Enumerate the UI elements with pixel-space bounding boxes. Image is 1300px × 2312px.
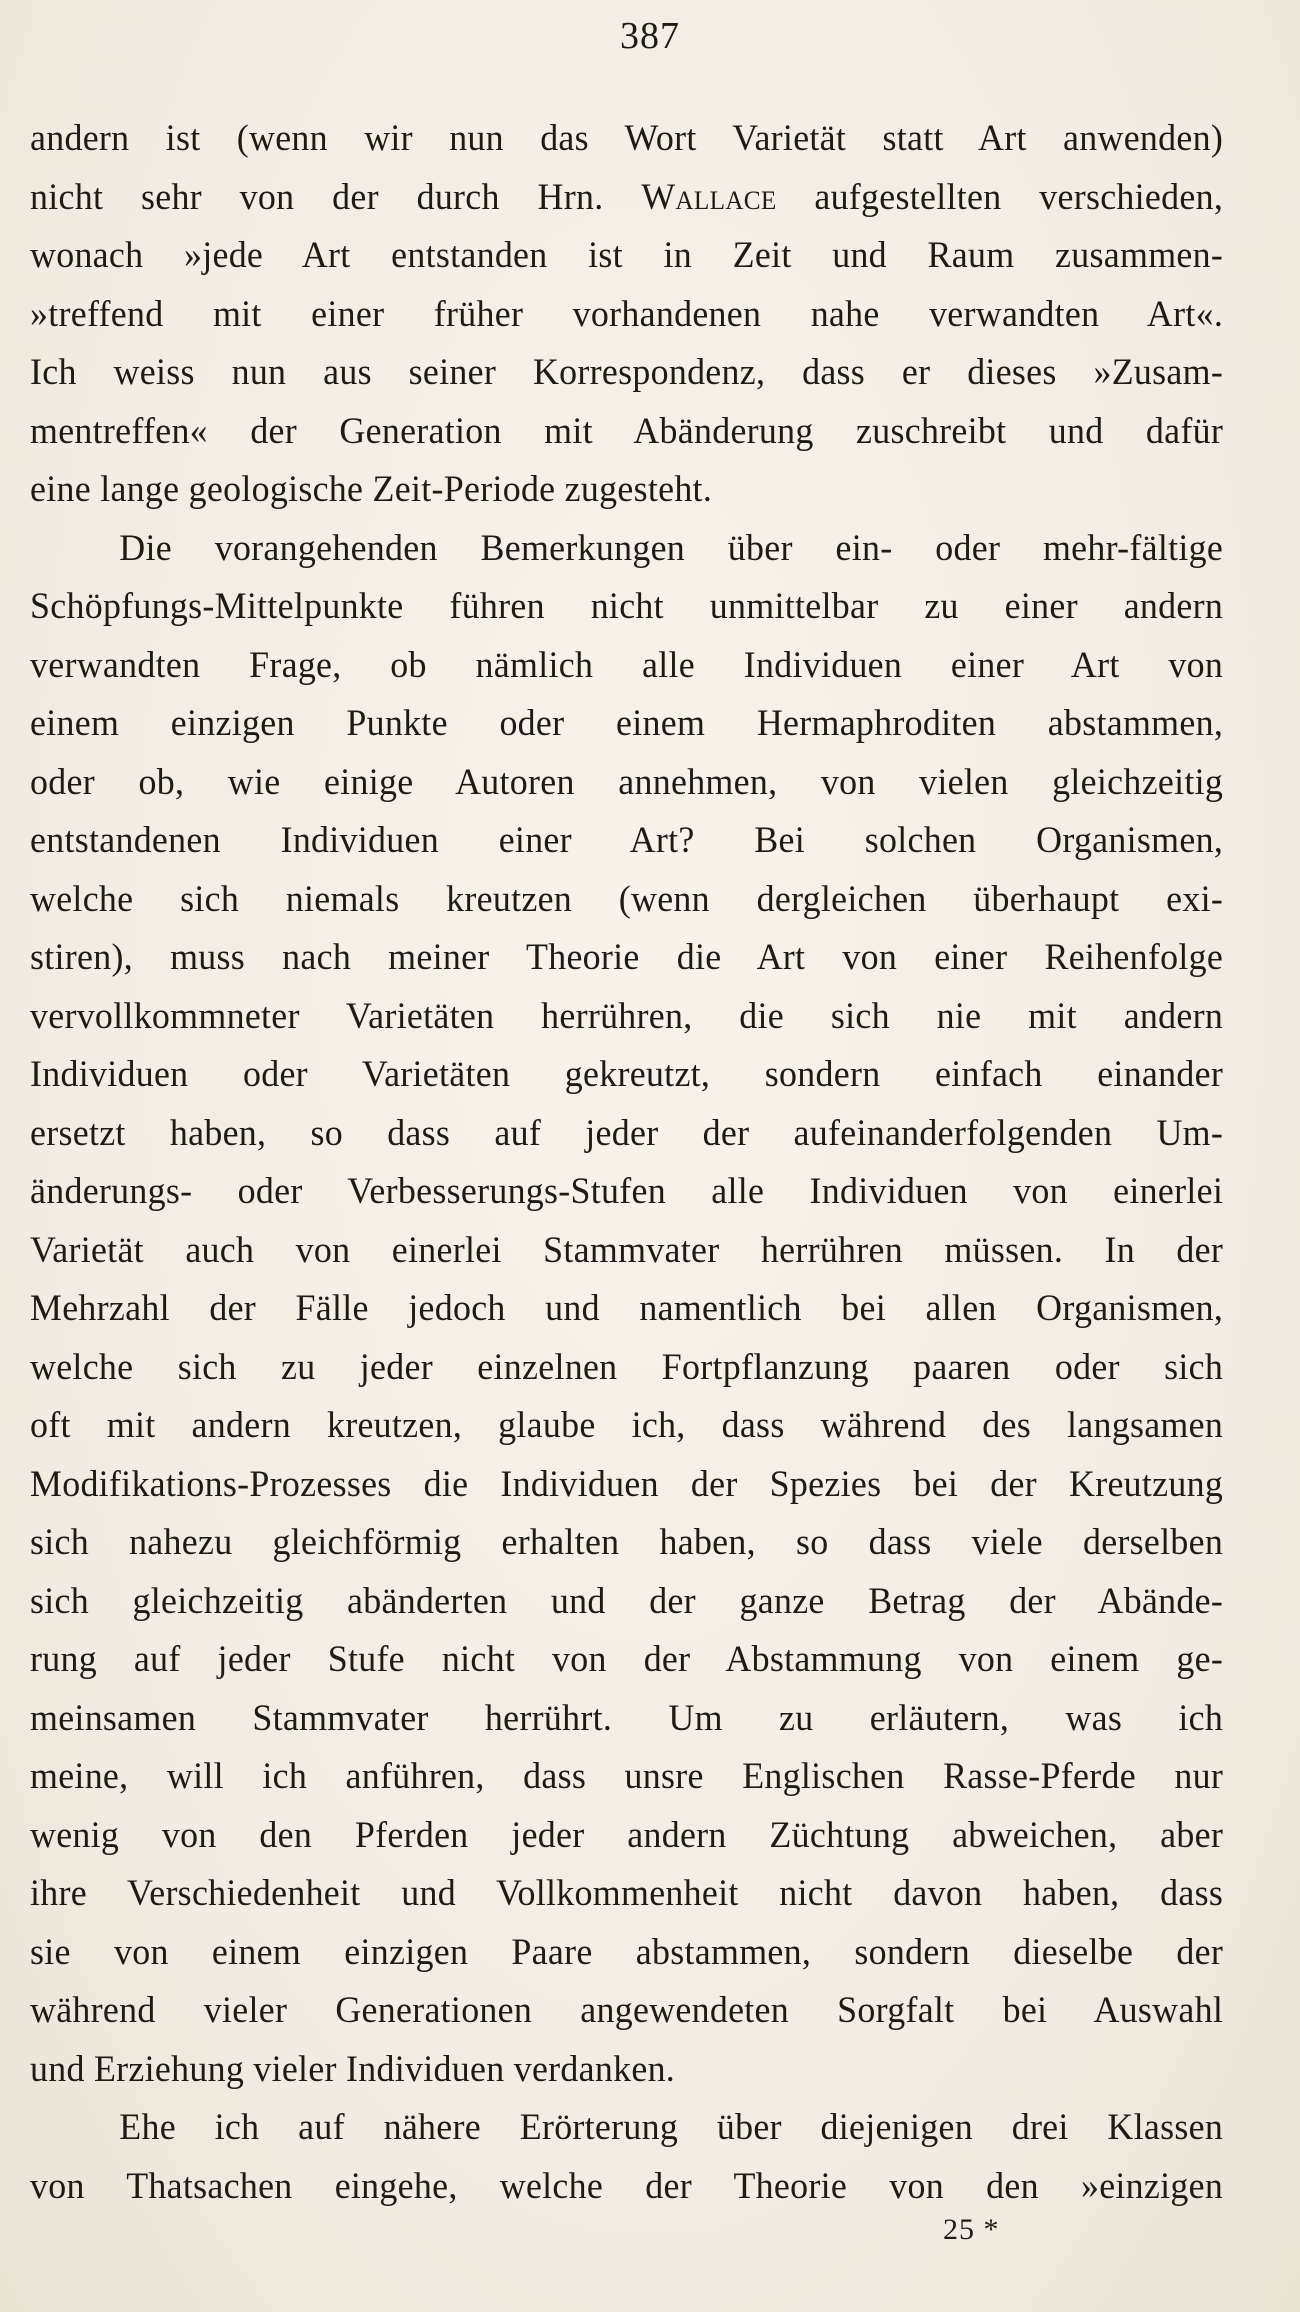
text-line: »treffend mit einer früher vorhandenen nahe verwandten Art«. xyxy=(30,293,1224,335)
text-line: einem einzigen Punkte oder einem Hermaphroditen abstammen, xyxy=(30,703,1224,744)
text-line: rung auf jeder Stufe nicht von der Abstammung von einem ge- xyxy=(30,1639,1224,1680)
text-line: sich gleichzeitig abänderten und der ganze Betrag der Abände- xyxy=(30,1580,1224,1622)
text-line: ersetzt haben, so dass auf jeder der aufeinanderfolgenden Um- xyxy=(30,1112,1224,1154)
text-line: Ich weiss nun aus seiner Korrespondenz, dass er dieses »Zusam- xyxy=(30,352,1224,393)
text-line: von Thatsachen eingehe, welche der Theorie von den »einzigen xyxy=(30,2165,1224,2207)
text-line: meine, will ich anführen, dass unsre Englischen Rasse-Pferde nur xyxy=(30,1756,1224,1797)
text-line: sie von einem einzigen Paare abstammen, sondern dieselbe der xyxy=(30,1931,1224,1973)
text-line: sich nahezu gleichförmig erhalten haben, so dass viele derselben xyxy=(30,1522,1224,1563)
text-line: wenig von den Pferden jeder andern Züchtung abweichen, aber xyxy=(30,1814,1224,1856)
text-line: oder ob, wie einige Autoren annehmen, von vielen gleichzeitig xyxy=(30,761,1224,803)
text-line: andern ist (wenn wir nun das Wort Varietät statt Art anwenden) xyxy=(30,118,1224,159)
text-line: Modifikations-Prozesses die Individuen der Spezies bei der Kreutzung xyxy=(30,1463,1224,1505)
text-line: oft mit andern kreutzen, glaube ich, dass während des langsamen xyxy=(30,1405,1224,1446)
text-line: Die vorangehenden Bemerkungen über ein- oder mehr-fältige xyxy=(119,527,1224,569)
text-line: entstandenen Individuen einer Art? Bei solchen Organismen, xyxy=(30,820,1224,861)
text-line: welche sich niemals kreutzen (wenn dergleichen überhaupt exi- xyxy=(30,878,1224,920)
text-segment: aufgestellten verschieden, xyxy=(776,176,1224,218)
author-name: Wallace xyxy=(641,176,777,218)
text-line: während vieler Generationen angewendeten Sorgfalt bei Auswahl xyxy=(30,1990,1224,2031)
text-line: wonach »jede Art entstanden ist in Zeit und Raum zusammen- xyxy=(30,235,1224,276)
text-line: verwandten Frage, ob nämlich alle Individuen einer Art von xyxy=(30,644,1224,686)
text-line: Individuen oder Varietäten gekreutzt, sondern einfach einander xyxy=(30,1054,1224,1095)
text-line: Mehrzahl der Fälle jedoch und namentlich bei allen Organismen, xyxy=(30,1288,1224,1329)
text-line: vervollkommneter Varietäten herrühren, die sich nie mit andern xyxy=(30,995,1224,1037)
text-segment: nicht sehr von der durch Hrn. xyxy=(30,176,642,218)
printer-signature-mark: 25 * xyxy=(943,2213,1000,2246)
text-line: änderungs- oder Verbesserungs-Stufen alle Individuen von einerlei xyxy=(30,1171,1224,1212)
text-line: eine lange geologische Zeit-Periode zugesteht. xyxy=(30,469,713,510)
body-text xyxy=(30,110,1260,2216)
text-line: stiren), muss nach meiner Theorie die Art von einer Reihenfolge xyxy=(30,937,1224,978)
text-line: meinsamen Stammvater herrührt. Um zu erläutern, was ich xyxy=(30,1697,1224,1739)
text-line: Ehe ich auf nähere Erörterung über diejenigen drei Klassen xyxy=(119,2107,1224,2148)
page-number: 387 xyxy=(620,15,680,57)
text-line: und Erziehung vieler Individuen verdanken. xyxy=(30,2048,676,2090)
text-line: welche sich zu jeder einzelnen Fortpflanzung paaren oder sich xyxy=(30,1346,1224,1388)
text-line: Schöpfungs-Mittelpunkte führen nicht unmittelbar zu einer andern xyxy=(30,586,1224,627)
text-line: Varietät auch von einerlei Stammvater herrühren müssen. In der xyxy=(30,1229,1224,1271)
text-line: ihre Verschiedenheit und Vollkommenheit nicht davon haben, dass xyxy=(30,1873,1224,1914)
text-line: mentreffen« der Generation mit Abänderung zuschreibt und dafür xyxy=(30,410,1224,452)
text-line xyxy=(30,169,1223,228)
